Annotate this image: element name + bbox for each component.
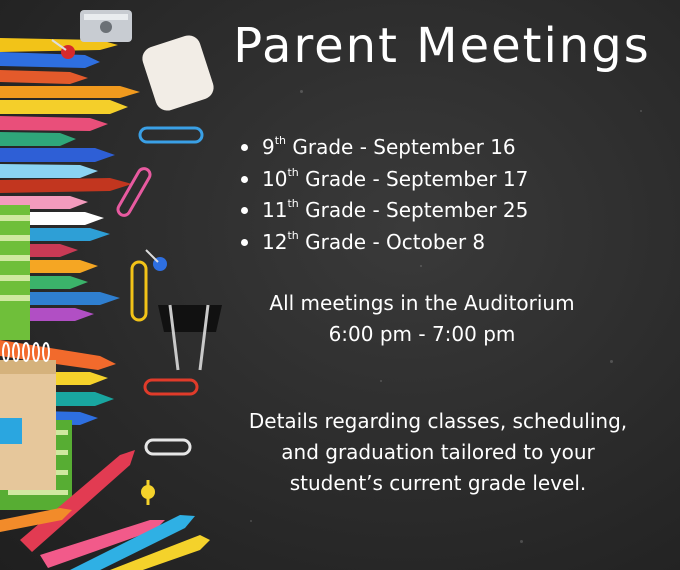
paper-clips <box>116 128 202 454</box>
list-item: 12th Grade - October 8 <box>236 227 656 259</box>
page-title: Parent Meetings <box>233 18 651 74</box>
details-line: student’s current grade level. <box>289 471 587 495</box>
details-line: Details regarding classes, scheduling, <box>248 409 628 433</box>
eraser <box>139 32 216 113</box>
bullet-icon <box>241 207 248 214</box>
bullet-icon <box>241 144 248 151</box>
spiral-notepad <box>0 343 56 490</box>
list-item: 9th Grade - September 16 <box>236 132 656 164</box>
binder-clip <box>158 305 222 370</box>
bullet-icon <box>241 239 248 246</box>
venue-time: 6:00 pm - 7:00 pm <box>328 322 516 346</box>
details-line: and graduation tailored to your <box>281 440 595 464</box>
list-item: 11th Grade - September 25 <box>236 195 656 227</box>
details-text <box>208 406 668 499</box>
thumbtack <box>141 480 155 505</box>
venue-info <box>232 288 612 350</box>
pencil-sharpener <box>80 10 132 42</box>
bullet-icon <box>241 176 248 183</box>
list-item: 10th Grade - September 17 <box>236 164 656 196</box>
venue-location: All meetings in the Auditorium <box>269 291 575 315</box>
meeting-date-list <box>236 132 656 258</box>
